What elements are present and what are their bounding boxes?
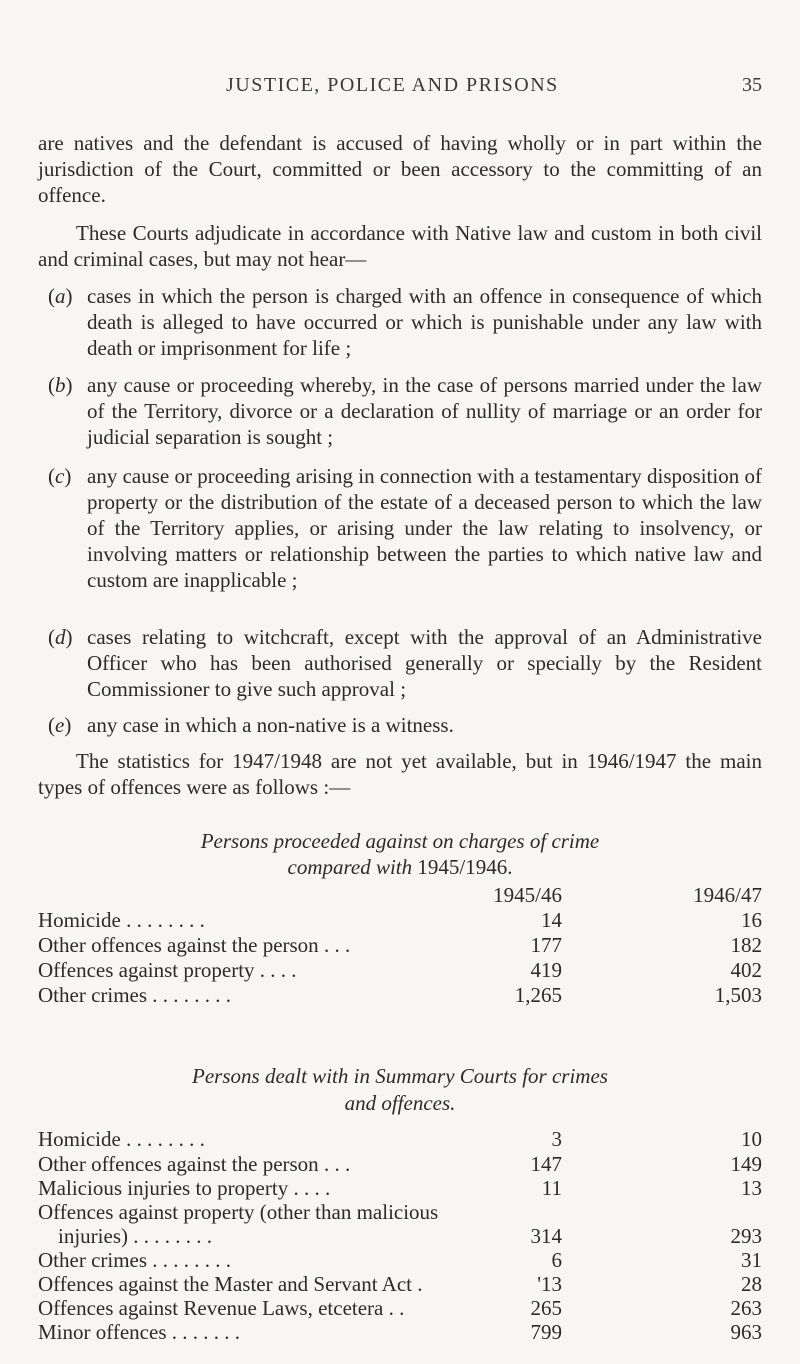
paragraph-continuation: are natives and the defendant is accused of having wholly or in part within the jurisdiction of the Court, committed or been accessory to the committing of an offence. bbox=[38, 131, 762, 207]
table-row bbox=[38, 908, 762, 933]
list-item-a bbox=[48, 283, 762, 361]
row-value-1945-46: 1,265 bbox=[514, 983, 562, 1007]
table-row bbox=[38, 983, 762, 1008]
row-label: Offences against Revenue Laws, etcetera . . bbox=[38, 1296, 405, 1320]
list-label-e: (e) bbox=[48, 713, 72, 737]
row-label: injuries) . . . . . . . . bbox=[58, 1224, 212, 1248]
running-title: JUSTICE, POLICE AND PRISONS bbox=[226, 74, 559, 96]
table-row bbox=[38, 1176, 762, 1201]
table2-caption-line1: Persons dealt with in Summary Courts for crimes bbox=[192, 1064, 608, 1088]
row-label: Other offences against the person . . . bbox=[38, 933, 351, 957]
table1-col2-header: 1946/47 bbox=[693, 883, 762, 907]
row-label: Homicide . . . . . . . . bbox=[38, 908, 205, 932]
row-value-1946-47: 182 bbox=[730, 933, 762, 957]
row-value-1946-47: 13 bbox=[741, 1176, 762, 1200]
row-value-1946-47: 1,503 bbox=[714, 983, 762, 1007]
row-value-1946-47: 149 bbox=[730, 1152, 762, 1176]
list-label-d: (d) bbox=[48, 625, 73, 649]
row-value-1945-46: 6 bbox=[551, 1248, 562, 1272]
row-label: Other offences against the person . . . bbox=[38, 1152, 351, 1176]
running-header bbox=[0, 74, 800, 104]
row-value-1945-46: 265 bbox=[530, 1296, 562, 1320]
table-row bbox=[38, 1152, 762, 1177]
row-value-1945-46: 11 bbox=[541, 1176, 562, 1200]
table-row bbox=[38, 1296, 762, 1321]
row-label: Other crimes . . . . . . . . bbox=[38, 983, 232, 1007]
list-item-c bbox=[48, 463, 762, 593]
list-label-a: (a) bbox=[48, 284, 73, 308]
page-number: 35 bbox=[742, 74, 762, 96]
table-row bbox=[38, 1248, 762, 1273]
row-value-1946-47: 963 bbox=[730, 1320, 762, 1344]
row-label: Other crimes . . . . . . . . bbox=[38, 1248, 232, 1272]
paragraph-statistics: The statistics for 1947/1948 are not yet available, but in 1946/1947 the main types of offences were as follows :— bbox=[38, 749, 762, 799]
list-text-a: cases in which the person is charged with an offence in consequence of which death is alleged to have occurred or which is punishable under any law with death or imprisonment for life ; bbox=[87, 284, 762, 360]
table1-header-row bbox=[38, 883, 762, 908]
table-row bbox=[38, 1272, 762, 1297]
table1-col1-header: 1945/46 bbox=[493, 883, 562, 907]
row-value-1946-47: 263 bbox=[730, 1296, 762, 1320]
table1-caption-line1: Persons proceeded against on charges of crime bbox=[200, 829, 600, 853]
list-text-d: cases relating to witchcraft, except with the approval of an Administrative Officer who has been authorised generally or specially by the Resident Commissioner to give such approval ; bbox=[87, 625, 762, 701]
table-row bbox=[38, 958, 762, 983]
row-label: Malicious injuries to property . . . . bbox=[38, 1176, 331, 1200]
row-value-1945-46: 419 bbox=[530, 958, 562, 982]
table-row bbox=[38, 1127, 762, 1152]
table-row bbox=[38, 1200, 762, 1225]
list-item-e bbox=[48, 712, 762, 738]
table-row bbox=[38, 1224, 762, 1249]
list-item-b bbox=[48, 372, 762, 450]
table-row bbox=[38, 1320, 762, 1345]
row-label: Minor offences . . . . . . . bbox=[38, 1320, 240, 1344]
list-text-b: any cause or proceeding whereby, in the case of persons married under the law of the Territory, divorce or a declaration of nullity of marriage or an order for judicial separation is sought ; bbox=[87, 373, 762, 449]
row-label: Homicide . . . . . . . . bbox=[38, 1127, 205, 1151]
row-value-1946-47: 293 bbox=[730, 1224, 762, 1248]
table2-caption-line2: and offences. bbox=[344, 1091, 456, 1115]
row-label: Offences against property . . . . bbox=[38, 958, 297, 982]
row-value-1945-46: 177 bbox=[530, 933, 562, 957]
list-label-b: (b) bbox=[48, 373, 73, 397]
row-value-1945-46: 14 bbox=[541, 908, 562, 932]
list-item-d bbox=[48, 624, 762, 702]
row-label: Offences against the Master and Servant Act . bbox=[38, 1272, 423, 1296]
row-value-1946-47: 10 bbox=[741, 1127, 762, 1151]
paragraph-courts-adjudicate: These Courts adjudicate in accordance with Native law and custom in both civil and criminal cases, but may not hear— bbox=[38, 221, 762, 271]
row-value-1946-47: 402 bbox=[730, 958, 762, 982]
list-text-c: any cause or proceeding arising in connection with a testamentary disposition of property or the distribution of the estate of a deceased person to which the law of the Territory applies, or arising under the law relating to insolvency, or involving matters or relationship between the parties to which native law and custom are inapplicable ; bbox=[87, 464, 762, 592]
row-value-1945-46: 314 bbox=[530, 1224, 562, 1248]
table-row bbox=[38, 933, 762, 958]
list-label-c: (c) bbox=[48, 464, 72, 488]
list-text-e: any case in which a non-native is a witness. bbox=[87, 713, 454, 737]
row-value-1945-46: '13 bbox=[537, 1272, 562, 1296]
row-value-1945-46: 799 bbox=[530, 1320, 562, 1344]
row-label: Offences against property (other than malicious bbox=[38, 1200, 439, 1224]
row-value-1945-46: 3 bbox=[551, 1127, 562, 1151]
row-value-1946-47: 28 bbox=[741, 1272, 762, 1296]
table1-caption-line2: compared with 1945/1946. bbox=[287, 855, 513, 879]
row-value-1946-47: 31 bbox=[741, 1248, 762, 1272]
row-value-1946-47: 16 bbox=[741, 908, 762, 932]
row-value-1945-46: 147 bbox=[530, 1152, 562, 1176]
